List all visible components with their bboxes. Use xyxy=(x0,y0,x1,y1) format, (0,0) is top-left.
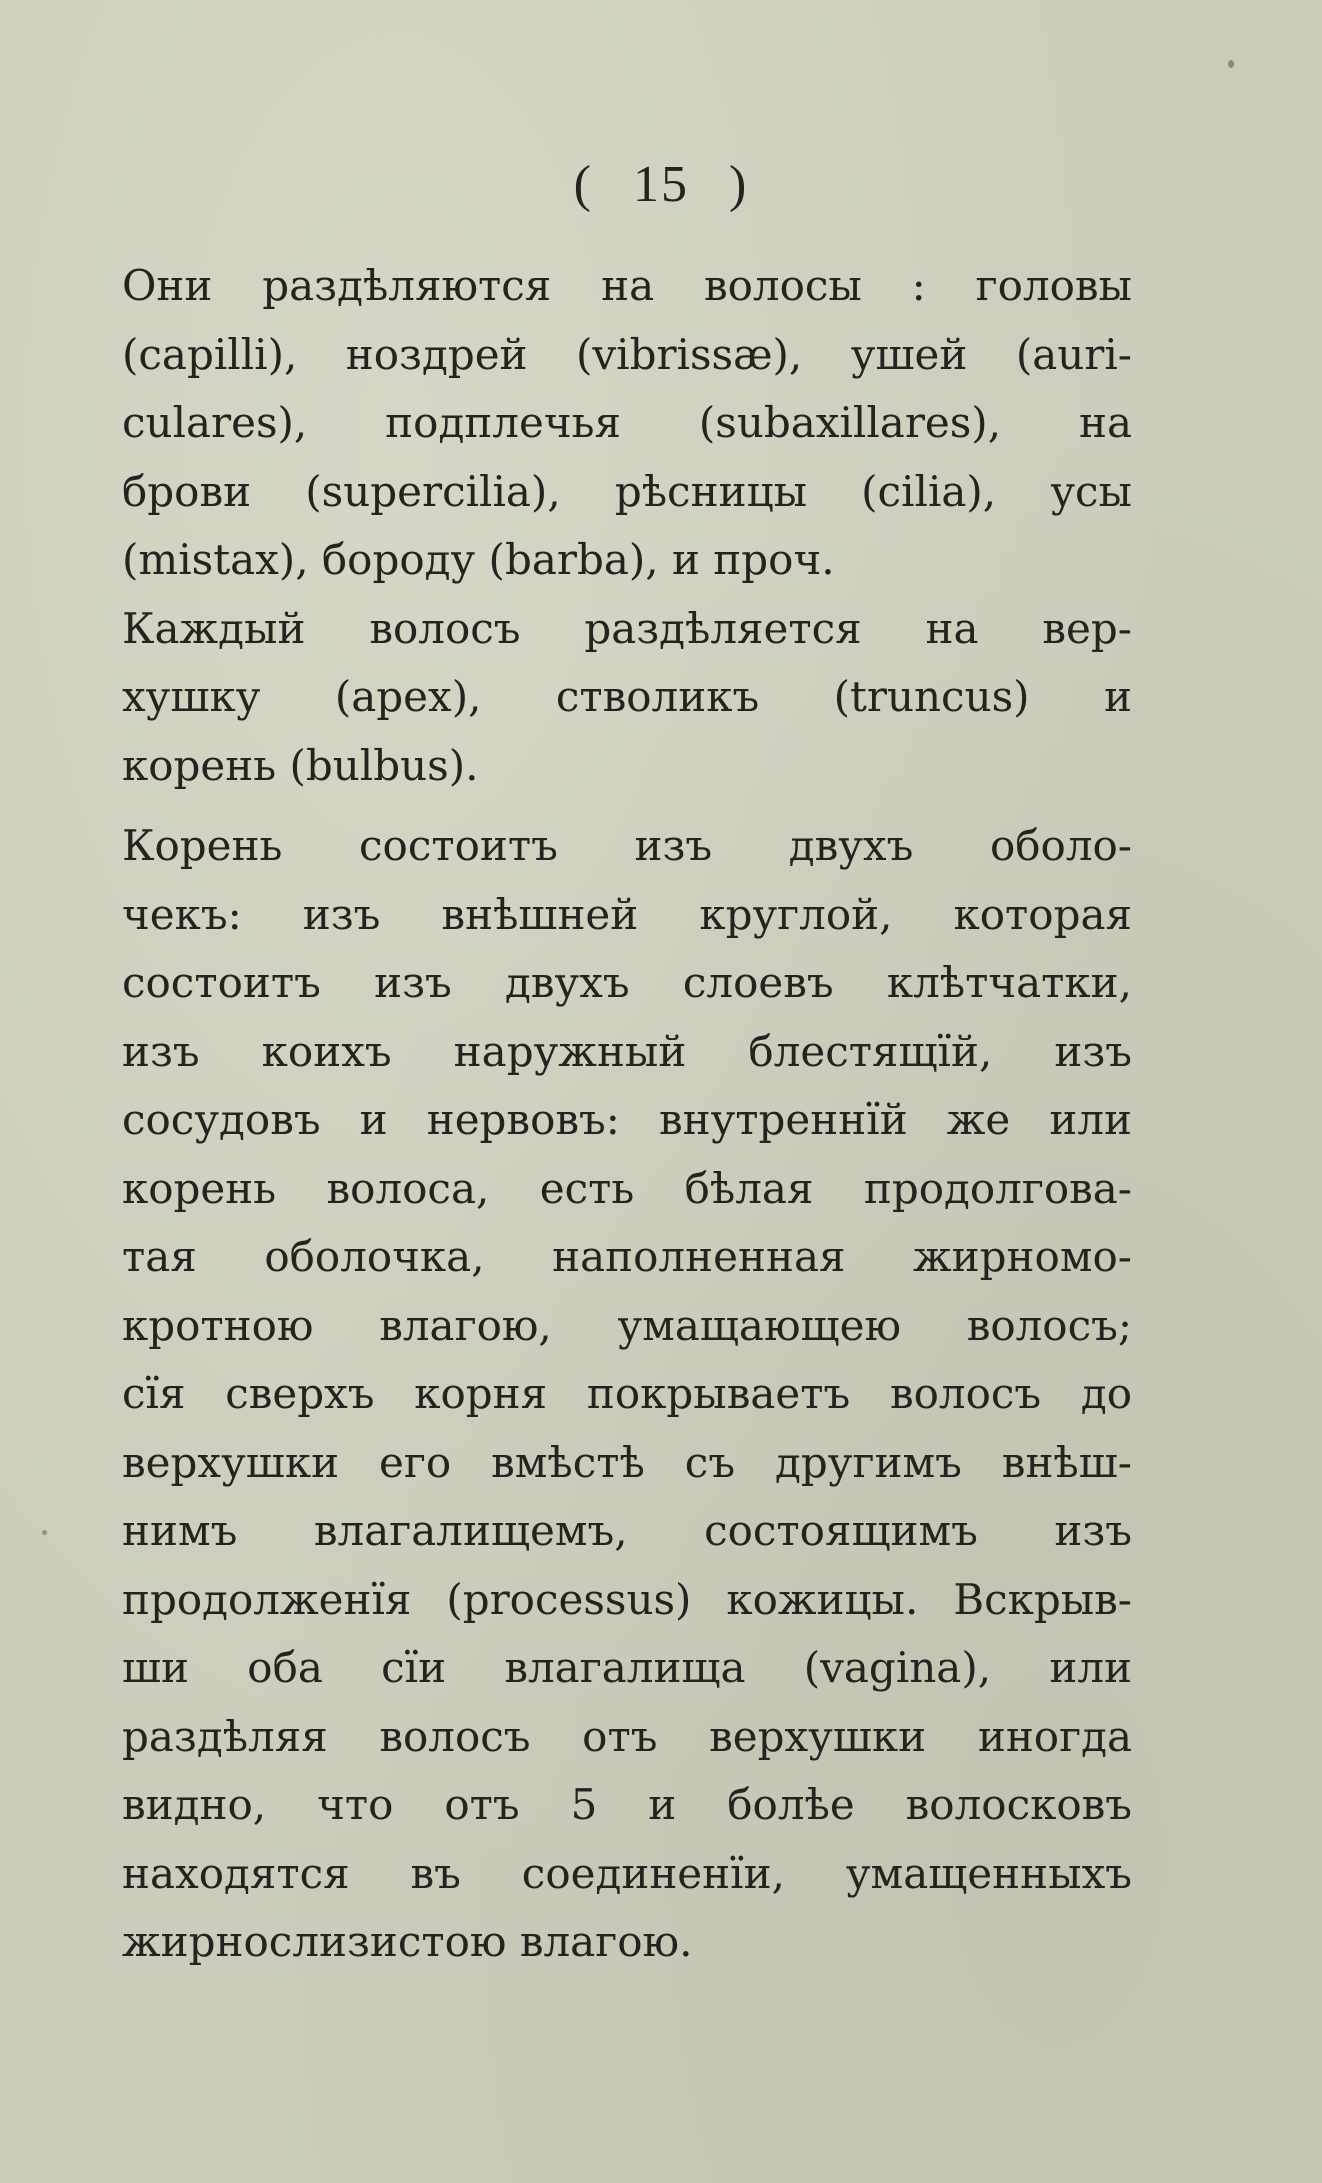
text-line: видно, что отъ 5 и болѣе волосковъ xyxy=(122,1780,1132,1829)
text-line: Каждый волосъ раздѣляется на вер- xyxy=(122,603,1132,653)
text-line: корень волоса, есть бѣлая продолгова- xyxy=(122,1163,1132,1213)
paper-spot xyxy=(1228,60,1234,68)
text-line: (mistax), бороду (barba), и проч. xyxy=(122,535,835,584)
text-line: брови (supercilia), рѣсницы (cilia), усы xyxy=(122,466,1132,516)
paper-spot xyxy=(42,1530,47,1535)
paragraph-1 xyxy=(122,252,1132,595)
text-line: сїя сверхъ корня покрываетъ волосъ до xyxy=(122,1369,1132,1418)
text-line: culares), подплечья (subaxillares), на xyxy=(122,398,1132,447)
text-line: тая оболочка, наполненная жирномо- xyxy=(122,1232,1132,1281)
text-line: хушку (apex), стволикъ (truncus) и xyxy=(122,672,1132,721)
text-line: раздѣляя волосъ отъ верхушки иногда xyxy=(122,1711,1132,1761)
text-line: корень (bulbus). xyxy=(122,740,479,790)
text-line: Корень состоитъ изъ двухъ оболо- xyxy=(122,821,1132,870)
text-line: сосудовъ и нервовъ: внутреннїй же или xyxy=(122,1095,1132,1144)
text-line: нимъ влагалищемъ, состоящимъ изъ xyxy=(122,1506,1132,1555)
text-line: изъ коихъ наружный блестящїй, изъ xyxy=(122,1026,1132,1076)
paragraph-2 xyxy=(122,595,1132,801)
paragraph-3 xyxy=(122,812,1132,1977)
text-line: Они раздѣляются на волосы : головы xyxy=(122,261,1132,310)
text-line: состоитъ изъ двухъ слоевъ клѣтчатки, xyxy=(122,958,1132,1007)
text-line: продолженїя (processus) кожицы. Вскрыв- xyxy=(122,1574,1132,1624)
page-number: 15 xyxy=(633,156,689,213)
text-line: чекъ: изъ внѣшней круглой, которая xyxy=(122,889,1132,939)
page-header xyxy=(0,155,1322,214)
text-line: ши оба сїи влагалища (vagina), или xyxy=(122,1643,1132,1692)
header-open-paren: ( xyxy=(573,156,593,213)
text-line: жирнослизистою влагою. xyxy=(122,1917,693,1966)
text-line: (capilli), ноздрей (vibrissæ), ушей (auri- xyxy=(122,329,1132,379)
text-line: верхушки его вмѣстѣ съ другимъ внѣш- xyxy=(122,1437,1132,1487)
body-text xyxy=(122,252,1132,1977)
text-line: находятся въ соединенїи, умащенныхъ xyxy=(122,1848,1132,1898)
text-line: кротною влагою, умащающею волосъ; xyxy=(122,1300,1132,1350)
header-close-paren: ) xyxy=(729,156,749,213)
